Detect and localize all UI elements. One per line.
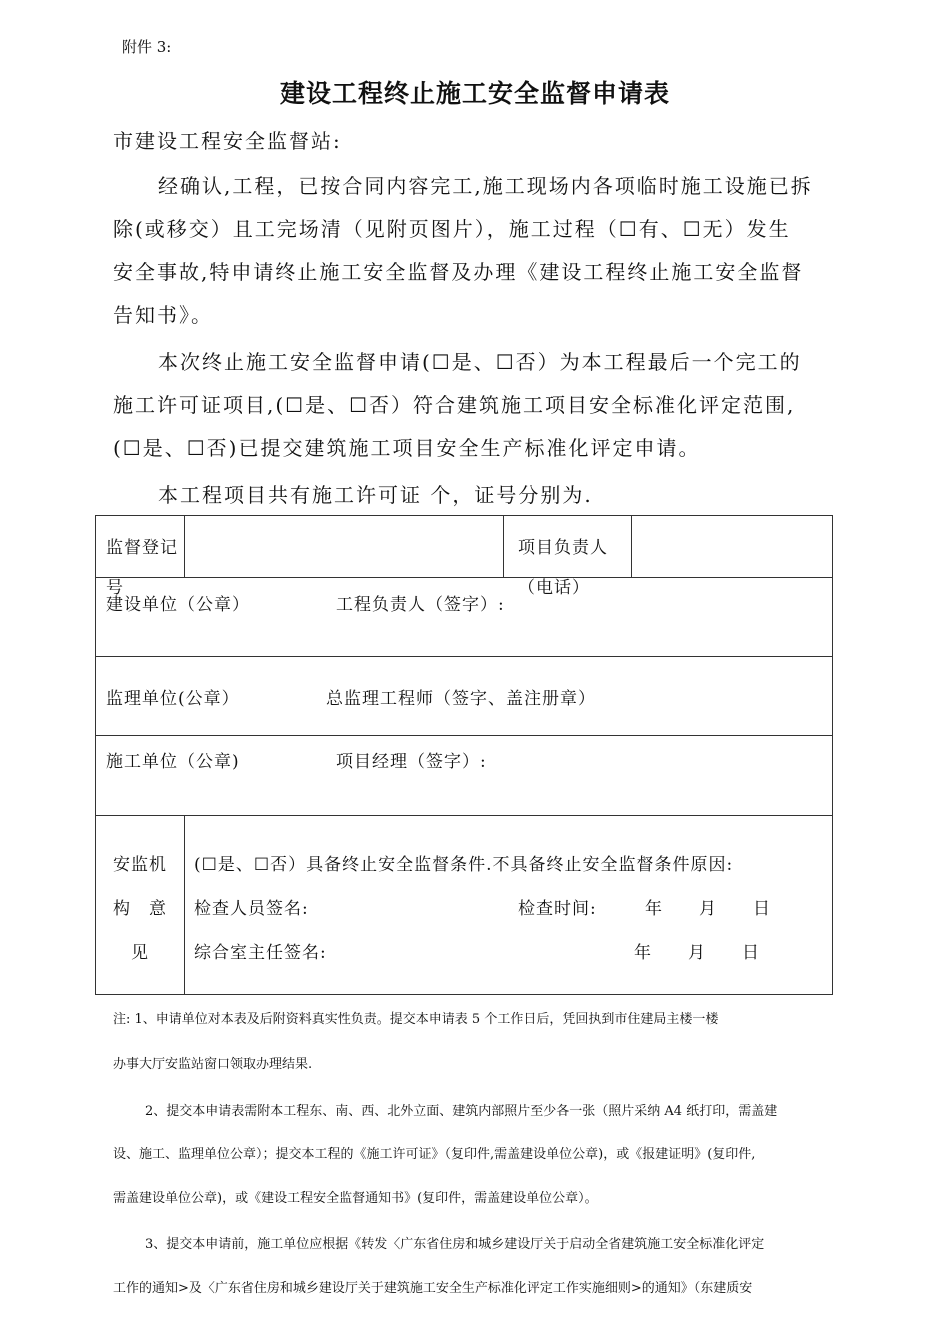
note-1-line-2: 办事大厅安监站窗口领取办理结果. <box>113 1057 313 1072</box>
agency-opinion-label-1: 安监机 <box>113 855 167 875</box>
table-divider <box>184 815 185 995</box>
conditions-text: (☐是、☐否）具备终止安全监督条件.不具备终止安全监督条件原因: <box>194 855 734 875</box>
table-divider <box>95 577 833 578</box>
table-divider <box>184 515 185 577</box>
paragraph-2-line-3: (☐是、☐否)已提交建筑施工项目安全生产标准化评定申请。 <box>113 436 701 460</box>
page-title: 建设工程终止施工安全监督申请表 <box>279 79 670 108</box>
note-3-line-2: 工作的通知>及〈广东省住房和城乡建设厅关于建筑施工安全生产标准化评定工作实施细则>的通知》（东建质安 <box>113 1281 753 1296</box>
agency-opinion-label-2: 构 意 <box>113 899 167 919</box>
supervisor-unit-label: 监理单位(公章） <box>106 689 240 709</box>
paragraph-1-line-1: 经确认,工程，已按合同内容完工,施工现场内各项临时施工设施已拆 <box>158 174 813 198</box>
paragraph-1-line-3: 安全事故,特申请终止施工安全监督及办理《建设工程终止施工安全监督 <box>113 260 804 284</box>
note-3-line-1: 3、提交本申请前，施工单位应根据《转发〈广东省住房和城乡建设厅关于启动全省建筑施工安全标准化评定 <box>145 1237 765 1252</box>
paragraph-3: 本工程项目共有施工许可证 个，证号分别为. <box>158 483 593 507</box>
chief-supervisor-label: 总监理工程师（签字、盖注册章） <box>326 689 596 709</box>
note-2-line-1: 2、提交本申请表需附本工程东、南、西、北外立面、建筑内部照片至少各一张（照片采纳 A4 纸打印，需盖建 <box>145 1104 778 1119</box>
table-divider <box>631 515 632 577</box>
note-1-line-1: 注: 1、申请单位对本表及后附资料真实性负责。提交本申请表 5 个工作日后，凭回执到市住建局主楼一楼 <box>113 1012 719 1027</box>
director-date: 年 月 日 <box>634 943 760 963</box>
paragraph-2-line-1: 本次终止施工安全监督申请(☐是、☐否）为本工程最后一个完工的 <box>158 350 802 374</box>
note-2-line-3: 需盖建设单位公章)，或《建设工程安全监督通知书》(复印件，需盖建设单位公章）。 <box>113 1191 598 1206</box>
note-2-line-2: 设、施工、监理单位公章）；提交本工程的《施工许可证》（复印件,需盖建设单位公章)，或《报建证明》(复印件, <box>113 1147 756 1162</box>
inspect-date: 年 月 日 <box>645 899 771 919</box>
paragraph-1-line-4: 告知书》。 <box>113 303 213 327</box>
table-divider <box>95 656 833 657</box>
inspect-time-label: 检查时间: <box>518 899 597 919</box>
paragraph-1-line-2: 除(或移交）且工完场清（见附页图片），施工过程（☐有、☐无）发生 <box>113 217 791 241</box>
paragraph-2-line-2: 施工许可证项目,(☐是、☐否）符合建筑施工项目安全标准化评定范围, <box>113 393 796 417</box>
attachment-label: 附件 3: <box>122 38 172 56</box>
table-divider <box>503 515 504 577</box>
engineering-leader-label: 工程负责人（签字）: <box>336 595 505 615</box>
agency-opinion-label-3: 见 <box>131 943 149 963</box>
project-manager-label: 项目经理（签字）: <box>336 752 487 772</box>
inspector-sign-label: 检查人员签名: <box>194 899 309 919</box>
office-director-sign-label: 综合室主任签名: <box>194 943 327 963</box>
project-leader-value[interactable] <box>635 520 829 574</box>
supervision-reg-value[interactable] <box>188 520 499 574</box>
construction-unit-label: 建设单位（公章） <box>106 595 250 615</box>
addressee: 市建设工程安全监督站: <box>113 129 342 153</box>
table-divider <box>95 815 833 816</box>
contractor-unit-label: 施工单位（公章) <box>106 752 240 772</box>
supervision-reg-label: 监督登记号 <box>106 538 178 598</box>
project-leader-label: 项目负责人（电话） <box>518 538 608 598</box>
table-divider <box>95 735 833 736</box>
